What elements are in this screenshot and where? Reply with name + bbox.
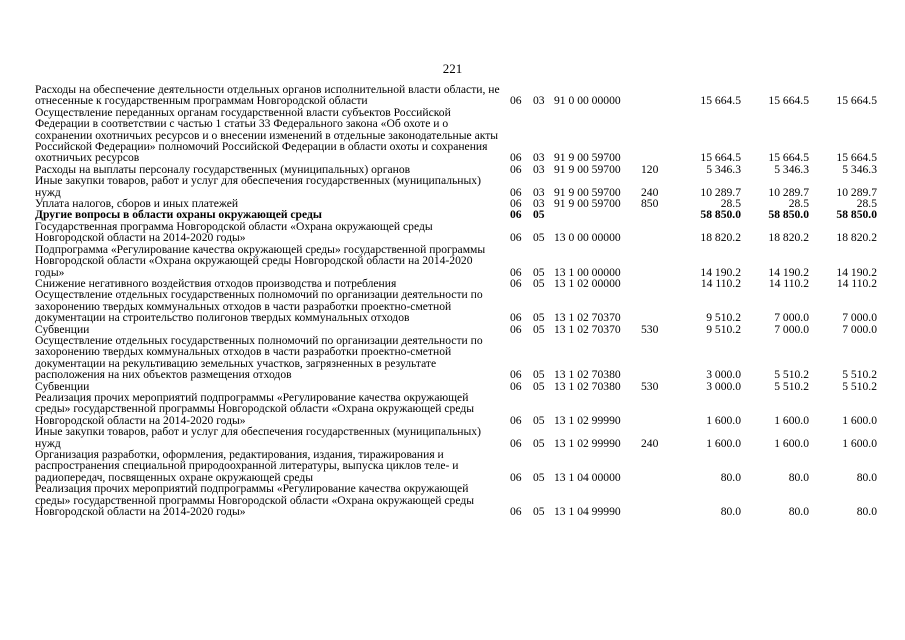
table-row <box>35 244 877 278</box>
row-description: Иные закупки товаров, работ и услуг для обеспечения государственных (муниципальных) нужд <box>35 425 481 450</box>
row-amount-3: 1 600.0 <box>842 436 877 450</box>
row-amount-1: 80.0 <box>720 505 741 519</box>
row-amount-2: 7 000.0 <box>774 322 809 336</box>
table-row <box>35 426 877 449</box>
row-target-article-code: 13 1 02 70380 <box>554 368 621 382</box>
row-target-article-code: 13 1 02 70370 <box>554 322 621 336</box>
row-description: Субвенции <box>35 322 90 336</box>
row-description: Реализация прочих мероприятий подпрограммы «Регулирование качества окружающей среды» государственной программы Новгородской области «Охрана окружающей среды Новгородской области на 2014-2020 годы» <box>35 482 475 519</box>
row-amount-3: 80.0 <box>856 470 877 484</box>
row-amount-1: 1 600.0 <box>706 413 741 427</box>
row-subsection-code: 03 <box>533 94 545 108</box>
row-amount-2: 14 190.2 <box>768 265 809 279</box>
row-expense-type-code: 240 <box>641 436 659 450</box>
row-expense-type-code <box>641 209 673 220</box>
row-target-article-code: 91 9 00 59700 <box>554 151 621 165</box>
row-subsection-code: 03 <box>533 162 545 176</box>
row-subsection-code: 03 <box>533 197 545 211</box>
budget-table <box>35 84 877 517</box>
row-amount-1: 9 510.2 <box>706 311 741 325</box>
page-number: 221 <box>442 61 463 76</box>
row-amount-3: 7 000.0 <box>842 311 877 325</box>
row-description: Расходы на обеспечение деятельности отдельных органов исполнительной власти области, не отнесенные к государственным программам Новгородской области <box>35 83 500 108</box>
row-section-code: 06 <box>510 276 522 290</box>
row-amount-1: 80.0 <box>720 470 741 484</box>
row-description: Реализация прочих мероприятий подпрограммы «Регулирование качества окружающей среды» государственной программы Новгородской области «Охрана окружающей среды Новгородской области на 2014-2020 годы» <box>35 390 475 427</box>
row-subsection-code: 05 <box>533 322 545 336</box>
table-row <box>35 392 877 426</box>
row-expense-type-code <box>641 289 673 323</box>
row-amount-1: 15 664.5 <box>700 151 741 165</box>
row-amount-1: 9 510.2 <box>706 322 741 336</box>
row-expense-type-code <box>641 392 673 426</box>
table-row <box>35 335 877 381</box>
row-target-article-code: 13 1 02 70370 <box>554 311 621 325</box>
row-target-article-code <box>554 209 641 220</box>
row-description: Снижение негативного воздействия отходов производства и потребления <box>35 276 397 290</box>
row-amount-3: 18 820.2 <box>836 231 877 245</box>
row-amount-1: 28.5 <box>720 197 741 211</box>
row-section-code: 06 <box>510 162 522 176</box>
table-row <box>35 221 877 244</box>
row-target-article-code: 91 9 00 59700 <box>554 185 621 199</box>
row-description: Осуществление переданных органам государственной власти субъектов Российской Федерации в соответствии с частью 1 статьи 33 Федерального закона «Об охоте и о сохранении охотничьих ресурсов и о внесении изменений в отдельные законодательные акты Российской Федерации» полномочий Российской Федерации в области охоты и сохранения охотничьих ресурсов <box>35 105 499 165</box>
row-section-code: 06 <box>510 413 522 427</box>
row-amount-2: 5 510.2 <box>774 379 809 393</box>
row-amount-3: 7 000.0 <box>842 322 877 336</box>
row-target-article-code: 13 1 00 00000 <box>554 265 621 279</box>
row-expense-type-code: 850 <box>641 197 659 211</box>
row-subsection-code: 05 <box>533 311 545 325</box>
row-amount-3: 14 110.2 <box>836 276 877 290</box>
row-section-code: 06 <box>510 505 522 519</box>
table-row <box>35 107 877 164</box>
row-target-article-code: 13 1 02 70380 <box>554 379 621 393</box>
row-expense-type-code: 120 <box>641 162 659 176</box>
table-row <box>35 449 877 483</box>
row-amount-2: 5 346.3 <box>774 162 809 176</box>
row-target-article-code: 13 1 02 99990 <box>554 436 621 450</box>
row-expense-type-code <box>641 221 673 244</box>
row-subsection-code: 05 <box>533 231 545 245</box>
row-description: Другие вопросы в области охраны окружающей среды <box>35 208 322 222</box>
row-amount-1: 58 850.0 <box>700 208 741 222</box>
row-amount-2: 18 820.2 <box>768 231 809 245</box>
row-description: Субвенции <box>35 379 90 393</box>
row-amount-3: 80.0 <box>856 505 877 519</box>
row-target-article-code: 13 1 04 00000 <box>554 470 621 484</box>
row-section-code: 06 <box>510 94 522 108</box>
budget-table-body <box>35 84 877 517</box>
row-section-code: 06 <box>510 311 522 325</box>
table-row <box>35 84 877 107</box>
row-expense-type-code <box>641 107 673 164</box>
row-amount-3: 58 850.0 <box>836 208 877 222</box>
row-amount-2: 14 110.2 <box>768 276 809 290</box>
row-description: Иные закупки товаров, работ и услуг для обеспечения государственных (муниципальных) нужд <box>35 174 481 199</box>
row-description: Уплата налогов, сборов и иных платежей <box>35 197 239 211</box>
row-subsection-code: 05 <box>533 368 545 382</box>
row-amount-1: 14 110.2 <box>700 276 741 290</box>
row-target-article-code: 13 1 02 00000 <box>554 276 621 290</box>
row-subsection-code: 05 <box>533 379 545 393</box>
table-row <box>35 175 877 198</box>
row-description: Организация разработки, оформления, редактирования, издания, тиражирования и распространения специальной природоохранной литературы, выпуска циклов теле- и радиопередач, посвященных охране окружающей среды <box>35 448 459 484</box>
row-amount-2: 5 510.2 <box>774 368 809 382</box>
row-section-code: 06 <box>510 185 522 199</box>
row-amount-1: 3 000.0 <box>706 379 741 393</box>
row-amount-3: 5 346.3 <box>842 162 877 176</box>
row-amount-2: 7 000.0 <box>774 311 809 325</box>
row-amount-3: 14 190.2 <box>836 265 877 279</box>
row-subsection-code: 05 <box>533 470 545 484</box>
row-section-code: 06 <box>510 436 522 450</box>
row-expense-type-code <box>641 449 673 483</box>
row-amount-3: 28.5 <box>856 197 877 211</box>
row-amount-2: 1 600.0 <box>774 436 809 450</box>
row-expense-type-code <box>641 84 673 107</box>
row-amount-2: 58 850.0 <box>768 208 809 222</box>
row-expense-type-code <box>641 244 673 278</box>
row-subsection-code: 03 <box>533 185 545 199</box>
row-subsection-code: 05 <box>533 436 545 450</box>
row-amount-3: 5 510.2 <box>842 368 877 382</box>
row-section-code: 06 <box>510 379 522 393</box>
row-amount-2: 1 600.0 <box>774 413 809 427</box>
row-amount-1: 1 600.0 <box>706 436 741 450</box>
row-expense-type-code <box>641 335 673 381</box>
row-expense-type-code: 240 <box>641 185 659 199</box>
row-subsection-code: 03 <box>533 151 545 165</box>
row-amount-2: 80.0 <box>788 505 809 519</box>
row-description: Осуществление отдельных государственных полномочий по организации деятельности по захоронению твердых коммунальных отходов в части разработки проектно-сметной документации на рекультивацию земельных участков, загрязненных в результате расположения на них объектов размещения отходов <box>35 333 483 382</box>
row-amount-3: 1 600.0 <box>842 413 877 427</box>
row-target-article-code: 13 1 02 99990 <box>554 413 621 427</box>
table-row <box>35 483 877 517</box>
row-expense-type-code <box>641 483 673 517</box>
row-amount-3: 5 510.2 <box>842 379 877 393</box>
row-section-code: 06 <box>510 197 522 211</box>
row-description: Расходы на выплаты персоналу государственных (муниципальных) органов <box>35 162 411 176</box>
row-description: Государственная программа Новгородской области «Охрана окружающей среды Новгородской области на 2014-2020 годы» <box>35 219 433 245</box>
row-amount-1: 3 000.0 <box>706 368 741 382</box>
row-description: Осуществление отдельных государственных полномочий по организации деятельности по захоронению твердых коммунальных отходов в части разработки проектно-сметной документации на строительство полигонов твердых коммунальных отходов <box>35 288 483 325</box>
row-subsection-code: 05 <box>533 208 545 222</box>
row-target-article-code: 91 9 00 59700 <box>554 162 621 176</box>
row-subsection-code: 05 <box>533 265 545 279</box>
row-expense-type-code <box>641 278 673 289</box>
row-amount-2: 28.5 <box>788 197 809 211</box>
row-description: Подпрограмма «Регулирование качества окружающей среды» государственной программы Новгородской области «Охрана окружающей среды Новгородской области на 2014-2020 годы» <box>35 242 486 279</box>
row-amount-3: 10 289.7 <box>836 185 877 199</box>
row-amount-2: 15 664.5 <box>768 94 809 108</box>
row-target-article-code: 91 0 00 00000 <box>554 94 621 108</box>
row-section-code: 06 <box>510 265 522 279</box>
row-target-article-code: 13 1 04 99990 <box>554 505 621 519</box>
row-subsection-code: 05 <box>533 276 545 290</box>
row-expense-type-code: 530 <box>641 379 659 393</box>
row-section-code: 06 <box>510 322 522 336</box>
row-expense-type-code: 530 <box>641 322 659 336</box>
row-amount-1: 15 664.5 <box>700 94 741 108</box>
row-amount-2: 10 289.7 <box>768 185 809 199</box>
row-subsection-code: 05 <box>533 413 545 427</box>
table-row <box>35 289 877 323</box>
row-amount-1: 14 190.2 <box>700 265 741 279</box>
row-amount-3: 15 664.5 <box>836 94 877 108</box>
row-section-code: 06 <box>510 151 522 165</box>
row-subsection-code: 05 <box>533 505 545 519</box>
row-section-code: 06 <box>510 208 522 222</box>
row-amount-1: 5 346.3 <box>706 162 741 176</box>
row-amount-1: 10 289.7 <box>700 185 741 199</box>
row-section-code: 06 <box>510 231 522 245</box>
row-section-code: 06 <box>510 470 522 484</box>
row-amount-2: 15 664.5 <box>768 151 809 165</box>
row-section-code: 06 <box>510 368 522 382</box>
row-target-article-code: 91 9 00 59700 <box>554 197 621 211</box>
row-target-article-code: 13 0 00 00000 <box>554 231 621 245</box>
row-amount-2: 80.0 <box>788 470 809 484</box>
row-amount-3: 15 664.5 <box>836 151 877 165</box>
row-amount-1: 18 820.2 <box>700 231 741 245</box>
